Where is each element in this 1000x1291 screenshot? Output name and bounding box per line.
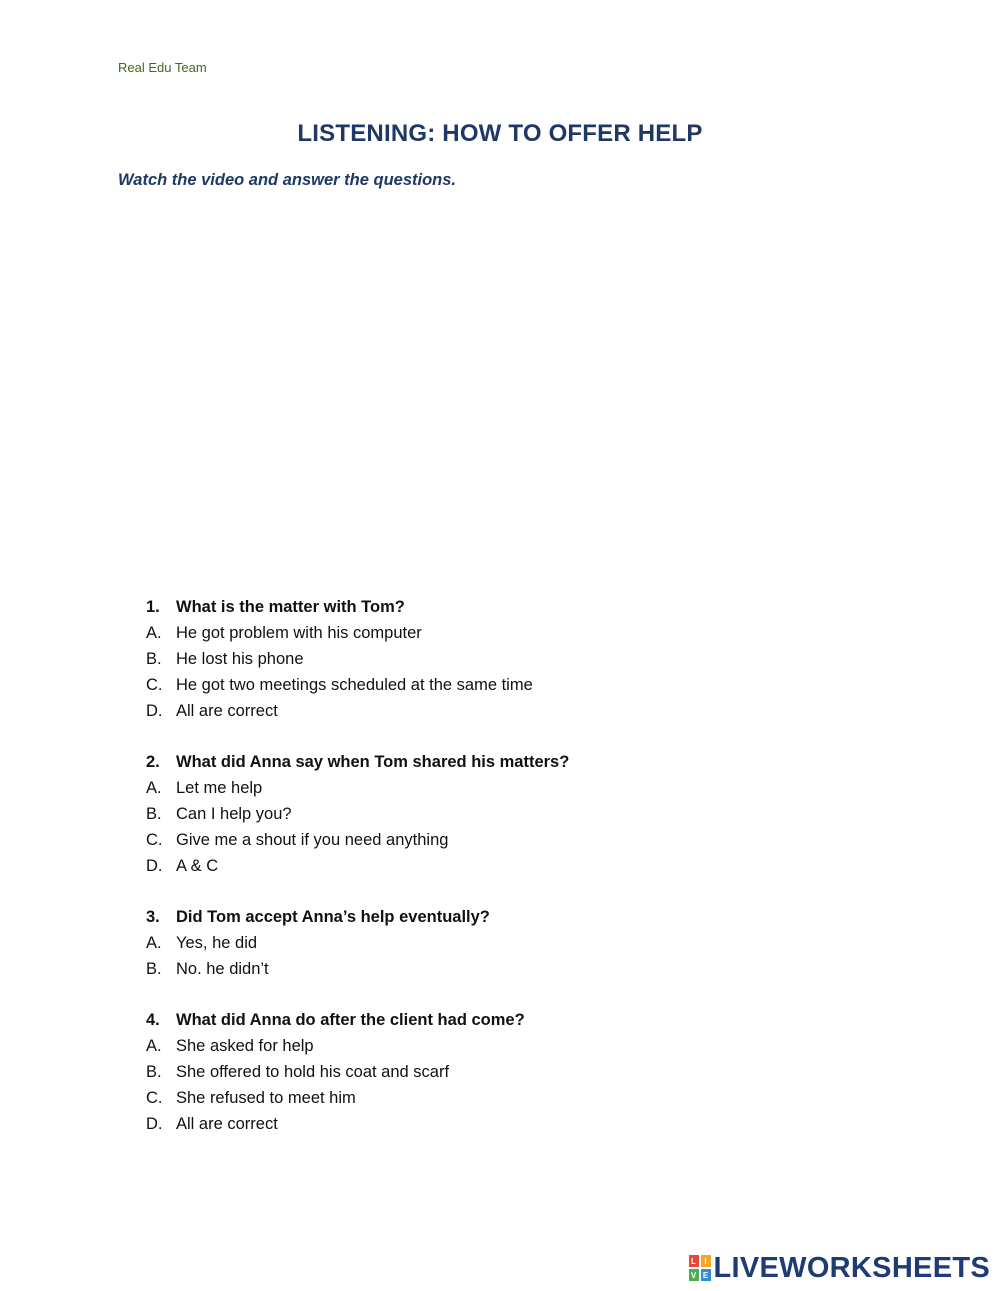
answer-option[interactable]	[146, 856, 846, 882]
question-block	[146, 1010, 846, 1140]
option-text: She offered to hold his coat and scarf	[176, 1063, 450, 1081]
answer-option[interactable]	[146, 959, 846, 985]
option-letter: A.	[146, 779, 162, 797]
liveworksheets-logo	[689, 1253, 991, 1283]
option-text: No. he didn’t	[176, 960, 269, 978]
option-letter: C.	[146, 831, 163, 849]
quiz-section	[146, 597, 846, 1165]
option-text: He got problem with his computer	[176, 624, 422, 642]
question-text: Did Tom accept Anna’s help eventually?	[176, 908, 490, 926]
question-row	[146, 907, 846, 933]
option-letter: A.	[146, 1037, 162, 1055]
question-row	[146, 597, 846, 623]
answer-option[interactable]	[146, 933, 846, 959]
answer-option[interactable]	[146, 830, 846, 856]
option-letter: D.	[146, 702, 163, 720]
answer-option[interactable]	[146, 1088, 846, 1114]
answer-option[interactable]	[146, 1114, 846, 1140]
question-number: 4.	[146, 1011, 160, 1029]
option-letter: B.	[146, 805, 162, 823]
question-number: 1.	[146, 598, 160, 616]
question-block	[146, 597, 846, 727]
question-block	[146, 752, 846, 882]
option-letter: A.	[146, 624, 162, 642]
option-text: She refused to meet him	[176, 1089, 356, 1107]
option-text: Can I help you?	[176, 805, 292, 823]
option-letter: C.	[146, 1089, 163, 1107]
answer-option[interactable]	[146, 675, 846, 701]
question-block	[146, 907, 846, 985]
question-text: What is the matter with Tom?	[176, 598, 405, 616]
instructions-text: Watch the video and answer the questions.	[118, 171, 457, 189]
question-row	[146, 1010, 846, 1036]
option-text: All are correct	[176, 702, 278, 720]
question-text: What did Anna say when Tom shared his matters?	[176, 753, 570, 771]
option-text: Let me help	[176, 779, 263, 797]
option-text: Give me a shout if you need anything	[176, 831, 449, 849]
answer-option[interactable]	[146, 649, 846, 675]
option-text: She asked for help	[176, 1037, 314, 1055]
option-letter: D.	[146, 1115, 163, 1133]
header-team-label: Real Edu Team	[118, 60, 207, 75]
answer-option[interactable]	[146, 701, 846, 727]
option-letter: B.	[146, 1063, 162, 1081]
question-number: 2.	[146, 753, 160, 771]
option-text: He got two meetings scheduled at the same time	[176, 676, 533, 694]
logo-square: L	[689, 1255, 699, 1267]
option-letter: B.	[146, 650, 162, 668]
option-letter: A.	[146, 934, 162, 952]
option-text: Yes, he did	[176, 934, 258, 952]
option-letter: B.	[146, 960, 162, 978]
page-title: LISTENING: HOW TO OFFER HELP	[297, 120, 703, 147]
option-text: All are correct	[176, 1115, 278, 1133]
logo-square: V	[689, 1269, 699, 1281]
logo-square: I	[701, 1255, 711, 1267]
logo-wordmark: LIVEWORKSHEETS	[713, 1252, 990, 1284]
option-text: He lost his phone	[176, 650, 304, 668]
question-text: What did Anna do after the client had come?	[176, 1011, 525, 1029]
answer-option[interactable]	[146, 804, 846, 830]
question-number: 3.	[146, 908, 160, 926]
option-letter: D.	[146, 857, 163, 875]
answer-option[interactable]	[146, 778, 846, 804]
answer-option[interactable]	[146, 1062, 846, 1088]
logo-square: E	[701, 1269, 711, 1281]
answer-option[interactable]	[146, 1036, 846, 1062]
answer-option[interactable]	[146, 623, 846, 649]
question-row	[146, 752, 846, 778]
logo-mark-icon	[689, 1255, 711, 1281]
option-letter: C.	[146, 676, 163, 694]
option-text: A & C	[176, 857, 219, 875]
